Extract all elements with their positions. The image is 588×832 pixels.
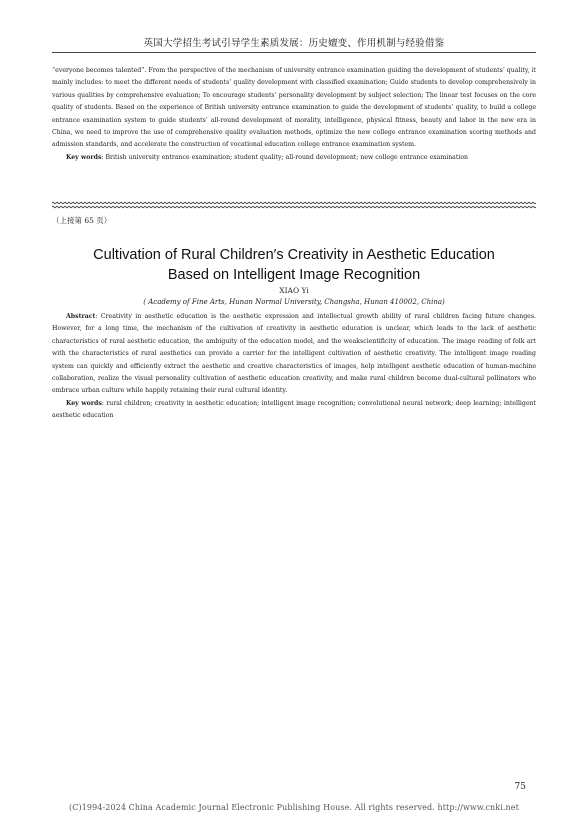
previous-article-abstract <box>52 65 536 164</box>
abstract-paragraph <box>52 311 536 398</box>
previous-keywords <box>52 152 536 164</box>
running-head: 英国大学招生考试引导学生素质发展：历史嬗变、作用机制与经验借鉴 <box>143 38 445 49</box>
keywords-label: Key words <box>66 153 102 161</box>
continued-from-note: （上接第 65 页） <box>52 216 112 225</box>
page-number: 75 <box>514 782 526 792</box>
article-keywords <box>52 398 536 423</box>
keywords-text: : British university entrance examination; student quality; all-round development; new college entrance examination <box>101 153 469 161</box>
article-title-line-1: Cultivation of Rural Children′s Creativity in Aesthetic Education <box>93 247 495 263</box>
keywords-text: : rural children; creativity in aesthetic education; intelligent image recognition; convolutional neural network; deep learning; intelligent aesthetic education <box>52 399 537 420</box>
wavy-divider <box>52 200 536 210</box>
article-title <box>52 245 536 285</box>
copyright-footer: (C)1994-2024 China Academic Journal Electronic Publishing House. All rights reserved. http://www.cnki.net <box>69 803 519 812</box>
article-author: XIAO Yi <box>279 286 309 295</box>
abstract-text: : Creativity in aesthetic education is the aesthetic expression and intellectual growth ability of rural children facing future changes. However, for a long time, the mechanism of the cultivation of creativity in aesthetic education is unclear, which leads to the lack of aesthetic characteristics of rural aesthetic education, the ambiguity of the education model, and the weakscientificity of education. The image reading of folk art with the characteristics of rural aesthetics can provide a carrier for the intelligent cultivation of aesthetic creativity. The intelligent image reading system can quickly and efficiently extract the aesthetic and creative characteristics of images, help intelligent aesthetic education of human-machine collaboration, realize the visual personality cultivation of aesthetic education creativity, and make rural children become dual-cultural pollinators who embrace urban culture while happily retaining their rural cultural identity. <box>52 313 536 395</box>
article-abstract <box>52 311 536 423</box>
header-rule <box>52 52 536 53</box>
article-title-line-2: Based on Intelligent Image Recognition <box>167 267 421 283</box>
abstract-label: Abstract <box>66 313 96 320</box>
keywords-label: Key words <box>66 399 102 407</box>
previous-abstract-text: “everyone becomes talented”. From the perspective of the mechanism of university entrance examination guiding the development of students’ quality, it mainly includes: to meet the different needs of students’ quality development with classified examination; Guide students to develop comprehensively in various qualities by comprehensive evaluation; To encourage students’ personality development by subject selection; The linear test focuses on the core quality of students. Based on the experience of British university entrance examination to guide the development of students’ quality, to build a college entrance examination system to guide students’ all-round development of morality, intelligence, physical fitness, beauty and labor in the new era in China, we need to improve the use of comprehensive quality evaluation methods, optimize the new college entrance examination scoring methods and admission standards, and accelerate the construction of vocational education college entrance examination system. <box>52 67 536 149</box>
author-affiliation: ( Academy of Fine Arts, Hunan Normal University, Changsha, Hunan 410002, China) <box>143 298 445 306</box>
